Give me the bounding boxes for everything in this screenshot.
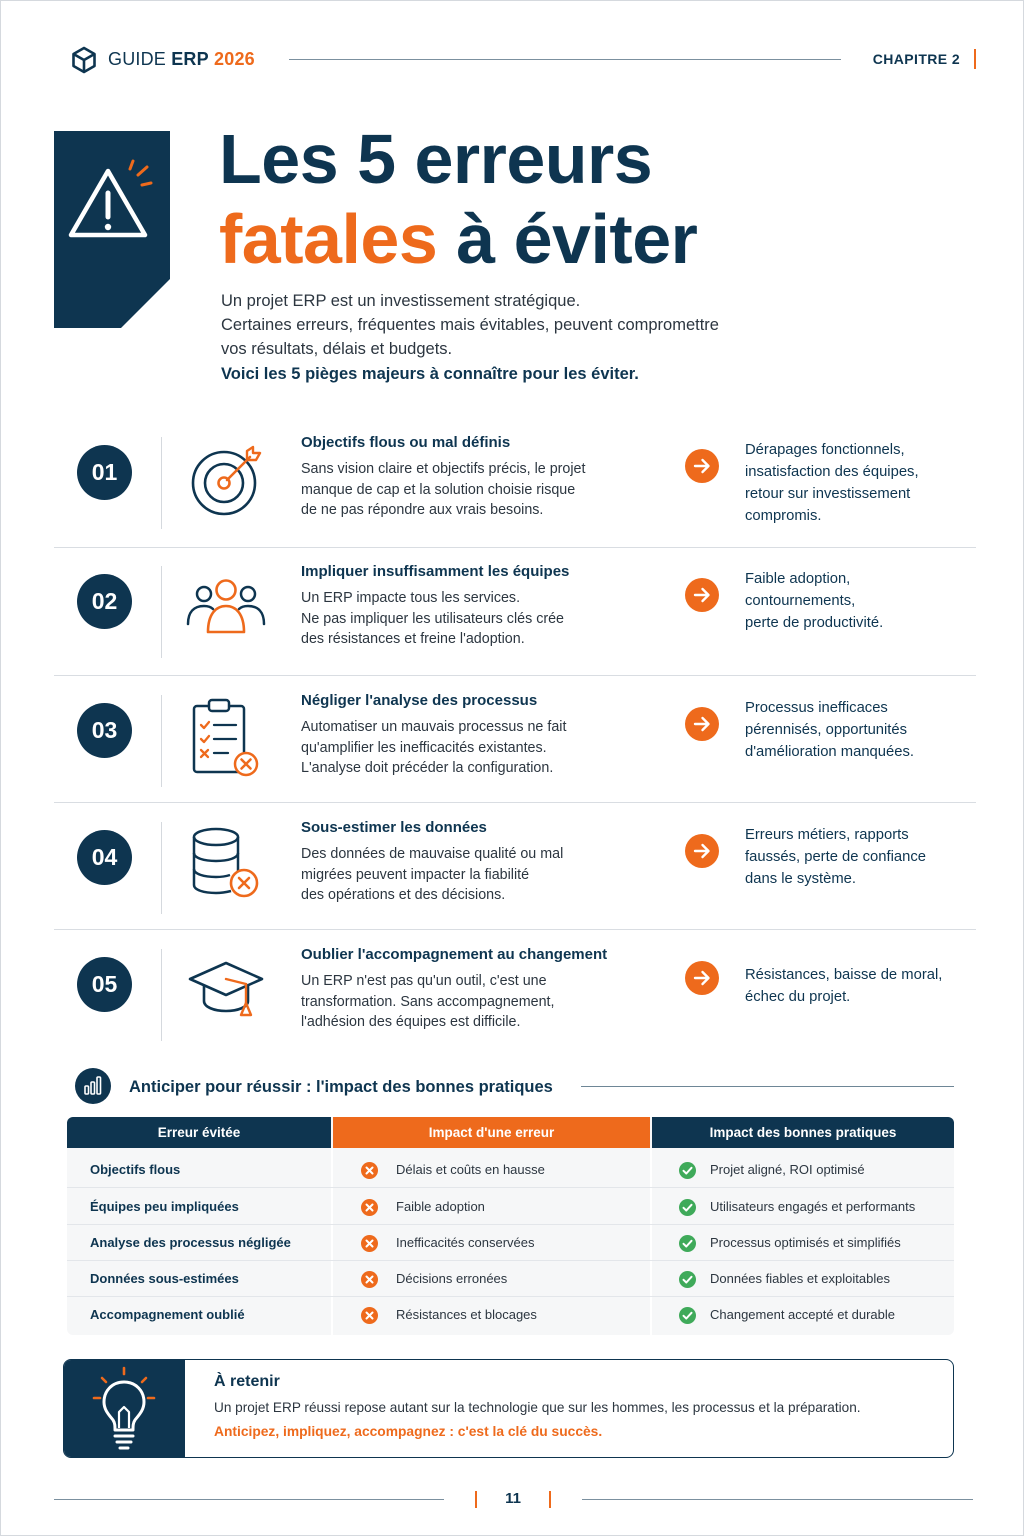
desc-line: des résistances et freine l'adoption. — [301, 631, 525, 648]
takeaway-highlight: Anticipez, impliquez, accompagnez : c'est la clé du succès. — [214, 1424, 603, 1439]
table-header-erreur: Erreur évitée — [67, 1117, 331, 1148]
error-title: Négliger l'analyse des processus — [301, 692, 538, 709]
brand-erp: ERP — [171, 49, 209, 69]
cell-impact-good: Changement accepté et durable — [710, 1307, 896, 1322]
cell-impact-error: Inefficacités conservées — [396, 1235, 535, 1250]
error-description — [301, 588, 631, 650]
database-icon — [184, 824, 268, 908]
cell-impact-error: Délais et coûts en hausse — [396, 1162, 545, 1177]
table-row — [67, 1152, 954, 1188]
cell-impact-error: Décisions erronées — [396, 1271, 508, 1286]
consequence-line: retour sur investissement — [745, 486, 911, 502]
intro-line: Certaines erreurs, fréquentes mais évitables, peuvent compromettre — [221, 316, 719, 334]
impact-section-title: Anticiper pour réussir : l'impact des bonnes pratiques — [129, 1078, 553, 1096]
consequence-line: Faible adoption, — [745, 571, 851, 587]
x-circle-icon — [361, 1307, 378, 1324]
graduation-cap-icon — [184, 951, 268, 1035]
page-title — [219, 119, 697, 279]
consequence-line: dans le système. — [745, 871, 857, 887]
cell-error: Accompagnement oublié — [90, 1307, 245, 1322]
cell-impact-good: Processus optimisés et simplifiés — [710, 1235, 901, 1250]
check-circle-icon — [679, 1199, 696, 1216]
consequence-line: faussés, perte de confiance — [745, 849, 926, 865]
row-divider — [161, 822, 162, 914]
warning-banner — [54, 131, 170, 328]
error-row-3 — [54, 692, 976, 823]
check-circle-icon — [679, 1235, 696, 1252]
brand-prefix: GUIDE — [108, 49, 167, 69]
x-circle-icon — [361, 1162, 378, 1179]
takeaway-icon-panel — [64, 1360, 185, 1458]
consequence-line: contournements, — [745, 593, 856, 609]
row-divider — [161, 949, 162, 1041]
page-number: 11 — [505, 1490, 521, 1507]
error-number: 02 — [77, 574, 132, 629]
check-circle-icon — [679, 1271, 696, 1288]
target-icon — [184, 439, 268, 523]
cell-error: Données sous-estimées — [90, 1271, 239, 1286]
footer-accent-right — [549, 1491, 551, 1508]
footer-line-right — [582, 1499, 973, 1500]
consequence-line: compromis. — [745, 508, 822, 524]
title-highlight: fatales — [219, 200, 438, 278]
table-row — [67, 1189, 954, 1225]
arrow-right-icon — [685, 961, 719, 995]
consequence-line: pérennisés, opportunités — [745, 722, 908, 738]
row-separator — [54, 675, 976, 676]
cube-logo-icon — [71, 46, 97, 74]
x-circle-icon — [361, 1271, 378, 1288]
footer-accent-left — [475, 1491, 477, 1508]
desc-line: L'analyse doit précéder la configuration. — [301, 760, 554, 777]
error-consequence — [745, 824, 967, 890]
takeaway-title: À retenir — [214, 1373, 280, 1390]
desc-line: Des données de mauvaise qualité ou mal — [301, 846, 564, 862]
error-consequence — [745, 964, 967, 1008]
error-description — [301, 971, 631, 1033]
row-divider — [161, 566, 162, 658]
title-line-1: Les 5 erreurs — [219, 120, 653, 198]
desc-line: Un ERP n'est pas qu'un outil, c'est une — [301, 973, 547, 989]
error-row-5 — [54, 946, 976, 1077]
error-description — [301, 844, 631, 906]
error-title: Impliquer insuffisamment les équipes — [301, 563, 570, 580]
cell-error: Objectifs flous — [90, 1162, 181, 1177]
error-number: 05 — [77, 957, 132, 1012]
error-row-4 — [54, 819, 976, 950]
row-separator — [54, 547, 976, 548]
row-divider — [161, 695, 162, 787]
row-separator — [67, 1187, 954, 1188]
consequence-line: perte de productivité. — [745, 615, 884, 631]
desc-line: qu'amplifier les inefficacités existantes. — [301, 739, 547, 756]
consequence-line: Résistances, baisse de moral, — [745, 967, 943, 983]
page-header — [71, 45, 976, 75]
x-circle-icon — [361, 1199, 378, 1216]
consequence-line: échec du projet. — [745, 989, 851, 1005]
row-divider — [161, 437, 162, 529]
consequence-line: Processus inefficaces — [745, 700, 888, 716]
desc-line: Sans vision claire et objectifs précis, le projet — [301, 461, 586, 477]
takeaway-text: Un projet ERP réussi repose autant sur la technologie que sur les hommes, les processus et la préparation. — [214, 1400, 861, 1415]
intro-text — [221, 289, 821, 361]
consequence-line: d'amélioration manquées. — [745, 744, 914, 760]
arrow-right-icon — [685, 449, 719, 483]
intro-highlight: Voici les 5 pièges majeurs à connaître pour les éviter. — [221, 365, 639, 383]
arrow-right-icon — [685, 578, 719, 612]
cell-impact-error: Résistances et blocages — [396, 1307, 537, 1322]
error-consequence — [745, 568, 967, 634]
table-row — [67, 1225, 954, 1261]
intro-line: Un projet ERP est un investissement stratégique. — [221, 292, 581, 310]
key-takeaway-box — [63, 1359, 954, 1458]
error-number: 01 — [77, 445, 132, 500]
cell-error: Équipes peu impliquées — [90, 1199, 239, 1214]
title-rest: à éviter — [437, 200, 698, 278]
error-consequence — [745, 439, 967, 527]
desc-line: Un ERP impacte tous les services. — [301, 590, 521, 606]
row-separator — [54, 802, 976, 803]
error-title: Oublier l'accompagnement au changement — [301, 946, 608, 963]
impact-table — [67, 1117, 954, 1335]
error-row-2 — [54, 563, 976, 694]
header-divider — [289, 59, 841, 60]
table-row — [67, 1297, 954, 1333]
error-title: Objectifs flous ou mal définis — [301, 434, 511, 451]
arrow-right-icon — [685, 834, 719, 868]
cell-impact-good: Données fiables et exploitables — [710, 1271, 890, 1286]
cell-impact-good: Utilisateurs engagés et performants — [710, 1199, 916, 1214]
checklist-icon — [184, 697, 268, 781]
desc-line: manque de cap et la solution choisie risque — [301, 481, 576, 498]
title-line-2 — [219, 199, 697, 279]
section-divider — [581, 1086, 954, 1087]
desc-line: migrées peuvent impacter la fiabilité — [301, 866, 530, 883]
consequence-line: Erreurs métiers, rapports — [745, 827, 909, 843]
desc-line: des opérations et des décisions. — [301, 887, 506, 904]
error-description — [301, 717, 631, 779]
team-icon — [184, 568, 268, 652]
desc-line: Automatiser un mauvais processus ne fait — [301, 719, 567, 735]
error-number: 03 — [77, 703, 132, 758]
desc-line: transformation. Sans accompagnement, — [301, 993, 555, 1010]
row-separator — [54, 929, 976, 930]
chapter-label: CHAPITRE 2 — [872, 51, 960, 67]
x-circle-icon — [361, 1235, 378, 1252]
desc-line: l'adhésion des équipes est difficile. — [301, 1014, 521, 1031]
table-header-impact-erreur: Impact d'une erreur — [333, 1117, 650, 1148]
cell-error: Analyse des processus négligée — [90, 1235, 291, 1250]
lightbulb-icon — [64, 1360, 185, 1458]
brand-year: 2026 — [214, 49, 255, 69]
footer-line-left — [54, 1499, 444, 1500]
cell-impact-good: Projet aligné, ROI optimisé — [710, 1162, 865, 1177]
bar-chart-icon — [75, 1068, 111, 1104]
check-circle-icon — [679, 1162, 696, 1179]
error-number: 04 — [77, 830, 132, 885]
error-consequence — [745, 697, 967, 763]
desc-line: de ne pas répondre aux vrais besoins. — [301, 502, 544, 519]
table-row — [67, 1261, 954, 1297]
error-title: Sous-estimer les données — [301, 819, 487, 836]
intro-line: vos résultats, délais et budgets. — [221, 340, 453, 358]
check-circle-icon — [679, 1307, 696, 1324]
cell-impact-error: Faible adoption — [396, 1199, 485, 1214]
brand-title — [108, 49, 255, 70]
arrow-right-icon — [685, 707, 719, 741]
table-header-bonnes-pratiques: Impact des bonnes pratiques — [652, 1117, 954, 1148]
error-description — [301, 459, 631, 521]
consequence-line: Dérapages fonctionnels, — [745, 442, 905, 458]
chapter-accent-bar — [974, 49, 976, 69]
consequence-line: insatisfaction des équipes, — [745, 464, 919, 480]
error-row-1 — [54, 434, 976, 565]
desc-line: Ne pas impliquer les utilisateurs clés crée — [301, 610, 565, 627]
